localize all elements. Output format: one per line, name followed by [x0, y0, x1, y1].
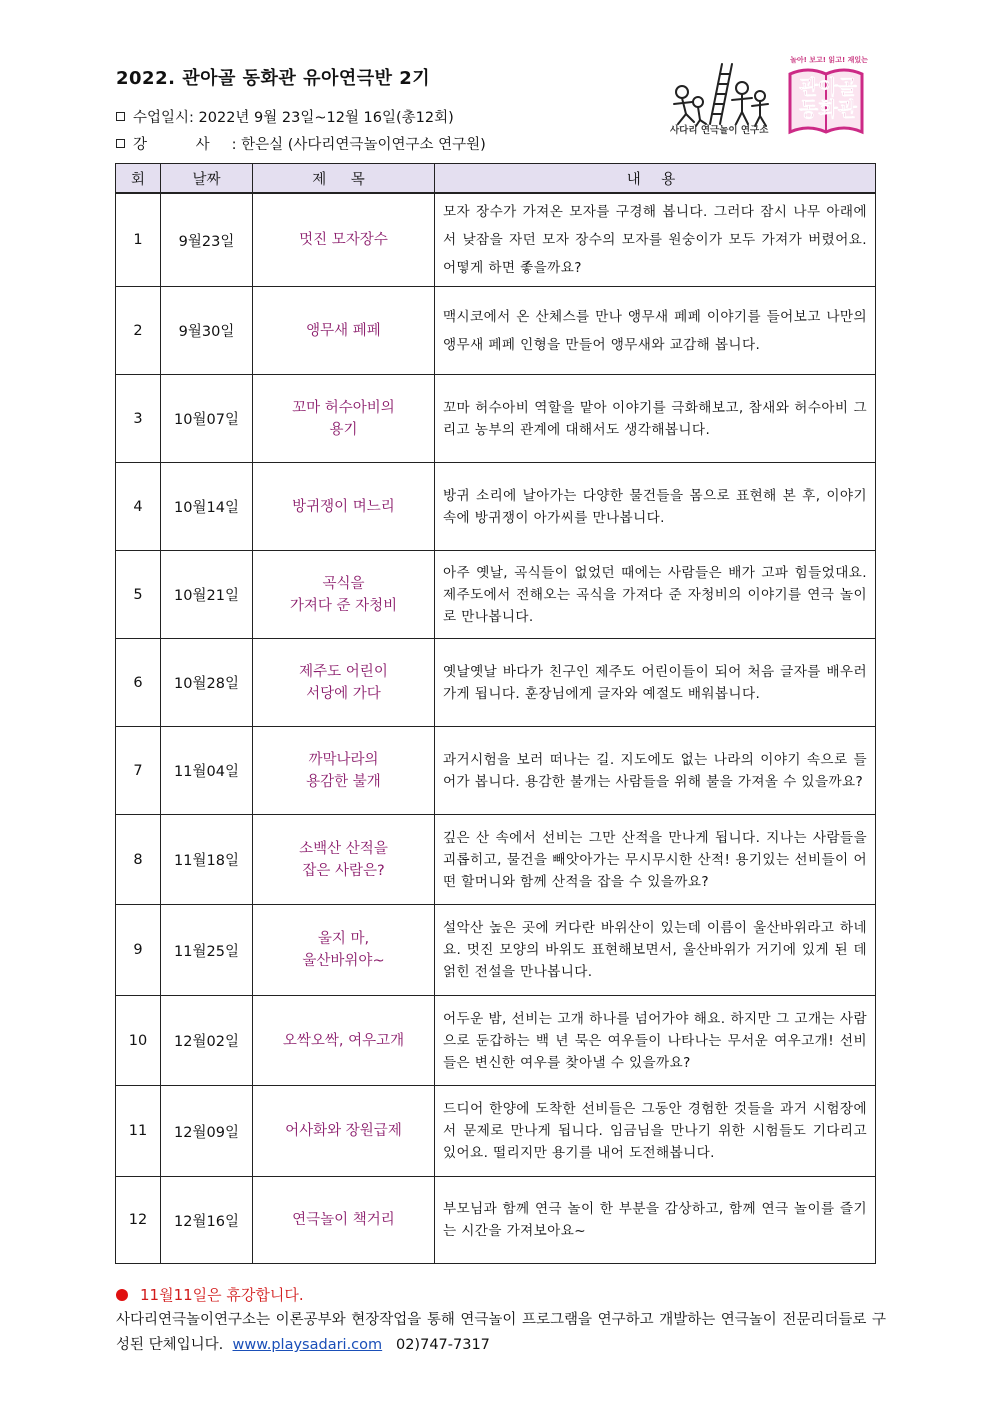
- page-title: 2022. 관아골 동화관 유아연극반 2기: [116, 68, 431, 89]
- holiday-notice: [116, 1284, 304, 1305]
- header-date: 날짜: [161, 164, 253, 194]
- session-title: [253, 375, 435, 463]
- session-number: 4: [116, 463, 161, 551]
- session-date: 10월07일: [161, 375, 253, 463]
- session-date: 12월16일: [161, 1177, 253, 1264]
- schedule-table: [115, 163, 876, 1264]
- session-date: 10월28일: [161, 639, 253, 727]
- session-number: 9: [116, 905, 161, 996]
- title-line: 꼬마 허수아비의: [292, 399, 395, 416]
- footer: [116, 1308, 886, 1358]
- session-content: 모자 장수가 가져온 모자를 구경해 봅니다. 그러다 잠시 나무 아래에서 낮잠을 자던 모자 장수의 모자를 원숭이가 모두 가져가 버렸어요. 어떻게 하면 좋을까요?: [435, 193, 876, 287]
- info-value: : 2022년 9월 23일~12월 16일(총12회): [189, 110, 454, 126]
- title-line: 어사화와 장원급제: [285, 1123, 402, 1139]
- title-line: 가져다 준 자청비: [289, 597, 398, 614]
- info-line-instructor: [116, 133, 486, 154]
- session-content: 어두운 밤, 선비는 고개 하나를 넘어가야 해요. 하지만 그 고개는 사람으로 둔갑하는 백 년 묵은 여우들이 나타나는 무서운 여우고개! 선비들은 변신한 여우를 찾아낼 수 있을까요?: [435, 996, 876, 1086]
- title-line: 서당에 가다: [306, 685, 381, 702]
- title-line: 오싹오싹, 여우고개: [282, 1032, 405, 1049]
- table-header-row: [116, 164, 876, 194]
- session-number: 6: [116, 639, 161, 727]
- session-content: 설악산 높은 곳에 커다란 바위산이 있는데 이름이 울산바위라고 하네요. 멋진 모양의 바위도 표현해보면서, 울산바위가 거기에 있게 된 데 얽힌 전설을 만나봅니다.: [435, 905, 876, 996]
- gwanak-logo-text: 관아골 동화관: [799, 75, 857, 121]
- session-content: 꼬마 허수아비 역할을 맡아 이야기를 극화해보고, 참새와 허수아비 그리고 농부의 관계에 대해서도 생각해봅니다.: [435, 375, 876, 463]
- phone-number: 02)747-7317: [395, 1337, 490, 1353]
- session-number: 10: [116, 996, 161, 1086]
- sadari-logo-text: 사다리 연극놀이 연구소: [670, 125, 769, 136]
- title-line: 연극놀이 책거리: [292, 1212, 395, 1228]
- header-session: 회: [116, 164, 161, 194]
- session-title: [253, 1086, 435, 1177]
- title-line: 울지 마,: [317, 931, 370, 947]
- title-line: 멋진 모자장수: [299, 232, 388, 248]
- session-content: 과거시험을 보러 떠나는 길. 지도에도 없는 나라의 이야기 속으로 들어가 봅니다. 용감한 불개는 사람들을 위해 불을 가져올 수 있을까요?: [435, 727, 876, 815]
- session-title: [253, 551, 435, 639]
- title-line: 잡은 사람은?: [302, 862, 385, 879]
- table-row: [116, 551, 876, 639]
- session-number: 12: [116, 1177, 161, 1264]
- session-date: 11월25일: [161, 905, 253, 996]
- table-row: [116, 815, 876, 905]
- red-dot-icon: [116, 1289, 128, 1301]
- title-line: 용감한 불개: [306, 773, 381, 790]
- session-content: 드디어 한양에 도착한 선비들은 그동안 경험한 것들을 과거 시험장에서 문제로 만나게 됩니다. 임금님을 만나기 위한 시험들도 기다리고 있어요. 떨리지만 용기를 내어 도전해봅니다.: [435, 1086, 876, 1177]
- info-label: 강 사: [133, 137, 232, 153]
- session-date: 12월09일: [161, 1086, 253, 1177]
- session-title: [253, 815, 435, 905]
- title-line: 울산바위야~: [302, 953, 385, 969]
- session-title: [253, 463, 435, 551]
- session-number: 1: [116, 193, 161, 287]
- title-line: 앵무새 페페: [306, 322, 381, 339]
- session-title: [253, 639, 435, 727]
- session-number: 5: [116, 551, 161, 639]
- title-line: 곡식을: [322, 575, 365, 592]
- header-content: 내 용: [435, 164, 876, 194]
- title-line: 소백산 산적을: [299, 840, 388, 857]
- session-date: 9월30일: [161, 287, 253, 375]
- header-title: 제 목: [253, 164, 435, 194]
- session-date: 10월14일: [161, 463, 253, 551]
- info-label: 수업일시: [133, 110, 190, 126]
- session-number: 7: [116, 727, 161, 815]
- session-title: [253, 996, 435, 1086]
- session-content: 아주 옛날, 곡식들이 없었던 때에는 사람들은 배가 고파 힘들었대요. 제주도에서 전해오는 곡식을 가져다 준 자청비의 이야기를 연극 놀이로 만나봅니다.: [435, 551, 876, 639]
- session-title: [253, 727, 435, 815]
- session-number: 11: [116, 1086, 161, 1177]
- table-row: [116, 463, 876, 551]
- gwanak-logo-slogan: 놀아! 보고! 읽고! 재있는: [790, 56, 868, 64]
- session-title: [253, 287, 435, 375]
- session-date: 9월23일: [161, 193, 253, 287]
- table-row: [116, 1086, 876, 1177]
- table-row: [116, 375, 876, 463]
- session-content: 옛날옛날 바다가 친구인 제주도 어린이들이 되어 처음 글자를 배우러 가게 됩니다. 훈장님에게 글자와 예절도 배워봅니다.: [435, 639, 876, 727]
- session-date: 12월02일: [161, 996, 253, 1086]
- title-line: 제주도 어린이: [299, 663, 388, 680]
- session-number: 2: [116, 287, 161, 375]
- footer-text: 사다리연극놀이연구소는 이론공부와 현장작업을 통해 연극놀이 프로그램을 연구하고 개발하는 연극놀이 전문리더들로 구성된 단체입니다.: [116, 1312, 886, 1353]
- session-date: 10월21일: [161, 551, 253, 639]
- website-link[interactable]: www.playsadari.com: [232, 1337, 383, 1353]
- table-row: [116, 996, 876, 1086]
- info-value: : 한은실 (사다리연극놀이연구소 연구원): [231, 137, 486, 153]
- session-date: 11월18일: [161, 815, 253, 905]
- session-content: 깊은 산 속에서 선비는 그만 산적을 만나게 됩니다. 지나는 사람들을 괴롭히고, 물건을 빼앗아가는 무시무시한 산적! 용기있는 선비들이 어떤 할머니와 함께 산적을 잡을 수 있을까요?: [435, 815, 876, 905]
- table-row: [116, 193, 876, 287]
- table-row: [116, 639, 876, 727]
- title-line: 까막나라의: [308, 751, 379, 768]
- session-content: 맥시코에서 온 산체스를 만나 앵무새 페페 이야기를 들어보고 나만의 앵무새 페페 인형을 만들어 앵무새와 교감해 봅니다.: [435, 287, 876, 375]
- session-date: 11월04일: [161, 727, 253, 815]
- title-line: 방귀쟁이 며느리: [292, 498, 395, 515]
- table-row: [116, 727, 876, 815]
- session-content: 부모님과 함께 연극 놀이 한 부분을 감상하고, 함께 연극 놀이를 즐기는 시간을 가져보아요~: [435, 1177, 876, 1264]
- title-line: 용기: [329, 421, 358, 438]
- session-title: [253, 193, 435, 287]
- info-line-schedule: [116, 106, 454, 127]
- checkbox-bullet-icon: [116, 112, 125, 121]
- session-title: [253, 905, 435, 996]
- session-title: [253, 1177, 435, 1264]
- session-number: 8: [116, 815, 161, 905]
- session-number: 3: [116, 375, 161, 463]
- notice-text: 11월11일은 휴강합니다.: [140, 1286, 304, 1304]
- table-row: [116, 1177, 876, 1264]
- table-row: [116, 287, 876, 375]
- checkbox-bullet-icon: [116, 139, 125, 148]
- table-row: [116, 905, 876, 996]
- session-content: 방귀 소리에 날아가는 다양한 물건들을 몸으로 표현해 본 후, 이야기 속에 방귀쟁이 아가씨를 만나봅니다.: [435, 463, 876, 551]
